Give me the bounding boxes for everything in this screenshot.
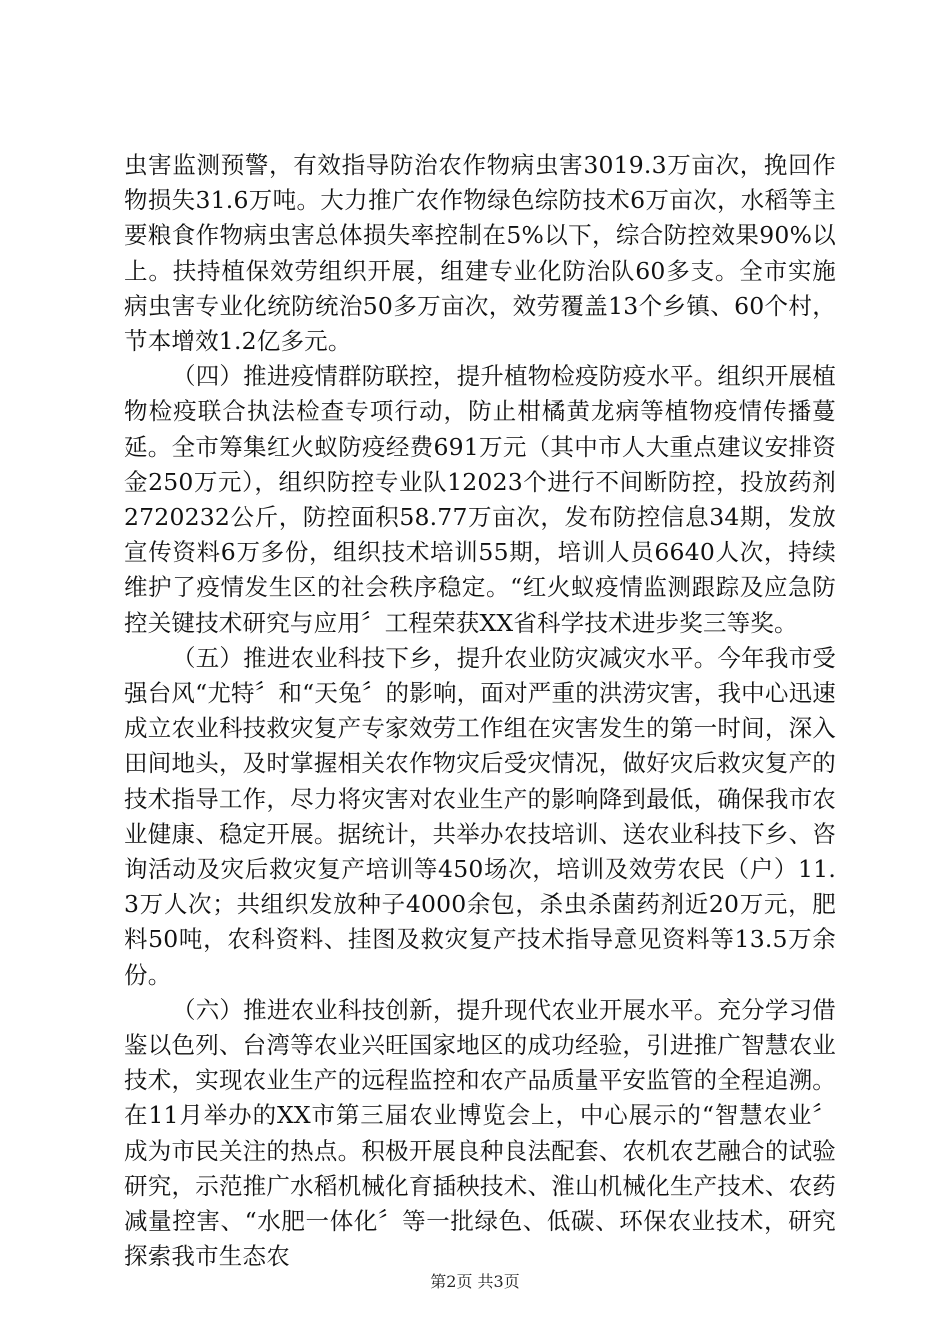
page-footer: 第2页 共3页 (430, 1272, 520, 1291)
paragraph-epidemic-control: （四）推进疫情群防联控，提升植物检疫防疫水平。组织开展植物检疫联合执法检查专项行动，防止柑橘黄龙病等植物疫情传播蔓延。全市筹集红火蚁防疫经费691万元（其中市人大重点建议安排资金250万元），组织防控专业队12023个进行不间断防控，投放药剂2720232公斤，防控面积58.77万亩次，发布防控信息34期，发放宣传资料6万多份，组织技术培训55期，培训人员6640人次，持续维护了疫情发生区的社会秩序稳定。“红火蚁疫情监测跟踪及应急防控关键技术研究与应用〞工程荣获XX省科学技术进步奖三等奖。 (124, 362, 836, 637)
paragraph-tech-innovation: （六）推进农业科技创新，提升现代农业开展水平。充分学习借鉴以色列、台湾等农业兴旺国家地区的成功经验，引进推广智慧农业技术，实现农业生产的远程监控和农产品质量平安监管的全程追溯。在11月举办的XX市第三届农业博览会上，中心展示的“智慧农业〞成为市民关注的热点。积极开展良种良法配套、农机农艺融合的试验研究，示范推广水稻机械化育插秧技术、淮山机械化生产技术、农药减量控害、“水肥一体化〞等一批绿色、低碳、环保农业技术，研究探索我市生态农 (124, 995, 836, 1271)
document-body (124, 148, 836, 1275)
paragraph-pest-monitoring: 虫害监测预警，有效指导防治农作物病虫害3019.3万亩次，挽回作物损失31.6万吨。大力推广农作物绿色综防技术6万亩次，水稻等主要粮食作物病虫害总体损失率控制在5%以下，综合防控效果90%以上。扶持植保效劳组织开展，组建专业化防治队60多支。全市实施病虫害专业化统防统治50多万亩次，效劳覆盖13个乡镇、60个村，节本增效1.2亿多元。 (124, 151, 836, 356)
paragraph-disaster-relief: （五）推进农业科技下乡，提升农业防灾减灾水平。今年我市受强台风“尤特〞和“天兔〞的影响，面对严重的洪涝灾害，我中心迅速成立农业科技救灾复产专家效劳工作组在灾害发生的第一时间，深入田间地头，及时掌握相关农作物灾后受灾情况，做好灾后救灾复产的技术指导工作，尽力将灾害对农业生产的影响降到最低，确保我市农业健康、稳定开展。据统计，共举办农技培训、送农业科技下乡、咨询活动及灾后救灾复产培训等450场次，培训及效劳农民（户）11.3万人次；共组织发放种子4000余包，杀虫杀菌药剂近20万元，肥料50吨，农科资料、挂图及救灾复产技术指导意见资料等13.5万余份。 (124, 643, 836, 989)
